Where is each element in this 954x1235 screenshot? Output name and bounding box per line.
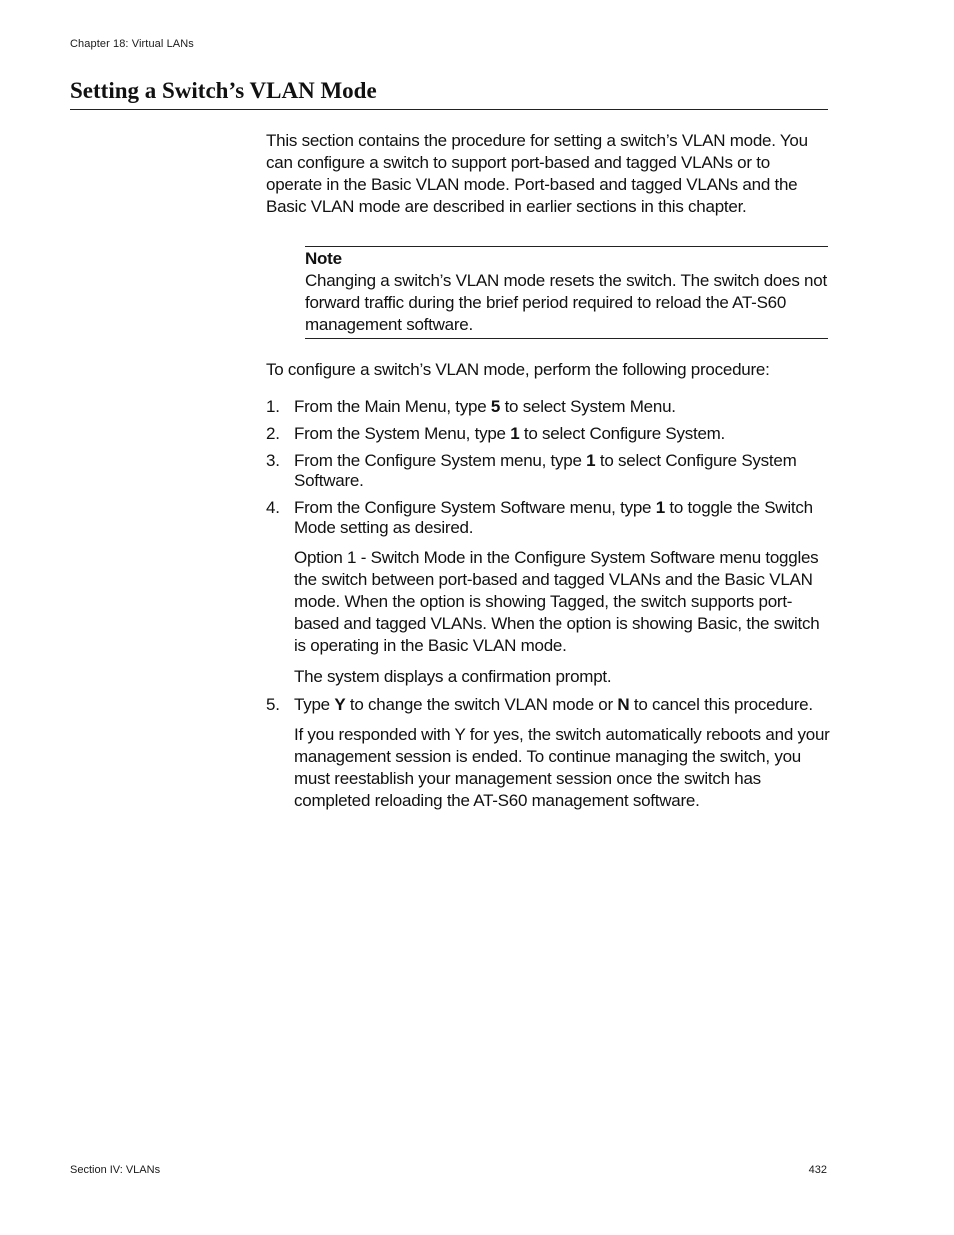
intro-paragraph: This section contains the procedure for setting a switch’s VLAN mode. You can configure a switch to support port-based and tagged VLANs or to operate in the Basic VLAN mode. Port-based and tagged VLANs and the Basic VLAN mode are described in earlier sections in this chapter. bbox=[266, 131, 808, 216]
step-4 bbox=[266, 498, 830, 688]
step-key: 1 bbox=[586, 451, 596, 470]
step-text: From the Main Menu, type 5 to select System Menu. bbox=[294, 397, 676, 416]
step-number: 1. bbox=[266, 397, 280, 416]
footer-section: Section IV: VLANs bbox=[70, 1164, 161, 1176]
step-key: N bbox=[617, 695, 630, 714]
step-number: 4. bbox=[266, 498, 280, 517]
note-text: Changing a switch’s VLAN mode resets the switch. The switch does not forward traffic during the brief period required to reload the AT-S60 management software. bbox=[305, 271, 827, 334]
note-box bbox=[305, 246, 828, 339]
step-5 bbox=[266, 695, 830, 812]
note-label: Note bbox=[305, 249, 342, 268]
procedure-lead: To configure a switch’s VLAN mode, perform the following procedure: bbox=[266, 360, 770, 379]
step-text: Type Y to change the switch VLAN mode or N to cancel this procedure. bbox=[294, 695, 813, 714]
running-head: Chapter 18: Virtual LANs bbox=[70, 38, 194, 50]
page-number: 432 bbox=[808, 1164, 827, 1176]
step-number: 5. bbox=[266, 695, 280, 714]
step-key: 5 bbox=[490, 397, 501, 416]
body-content bbox=[266, 130, 830, 819]
step-number: 2. bbox=[266, 424, 280, 443]
step-key: Y bbox=[334, 695, 346, 714]
step-3 bbox=[266, 451, 830, 491]
procedure-steps bbox=[266, 397, 830, 812]
section-title: Setting a Switch’s VLAN Mode bbox=[70, 77, 828, 110]
step-detail: The system displays a confirmation prompt. bbox=[294, 667, 612, 686]
step-2 bbox=[266, 424, 830, 444]
step-detail: If you responded with Y for yes, the switch automatically reboots and your management session is ended. To continue managing the switch, you must reestablish your management session once the switch has completed reloading the AT-S60 management software. bbox=[294, 725, 830, 810]
step-1 bbox=[266, 397, 830, 417]
step-key: 1 bbox=[510, 424, 520, 443]
step-number: 3. bbox=[266, 451, 280, 470]
step-text: From the System Menu, type 1 to select Configure System. bbox=[294, 424, 726, 443]
step-text: From the Configure System Software menu, type 1 to toggle the Switch Mode setting as desired. bbox=[294, 498, 813, 537]
step-key: 1 bbox=[655, 498, 665, 517]
step-text: From the Configure System menu, type 1 to select Configure System Software. bbox=[294, 451, 797, 490]
step-detail: Option 1 - Switch Mode in the Configure System Software menu toggles the switch between port-based and tagged VLANs and the Basic VLAN mode. When the option is showing Tagged, the switch supports port-based and tagged VLANs. When the option is showing Basic, the switch is operating in the Basic VLAN mode. bbox=[294, 548, 820, 655]
